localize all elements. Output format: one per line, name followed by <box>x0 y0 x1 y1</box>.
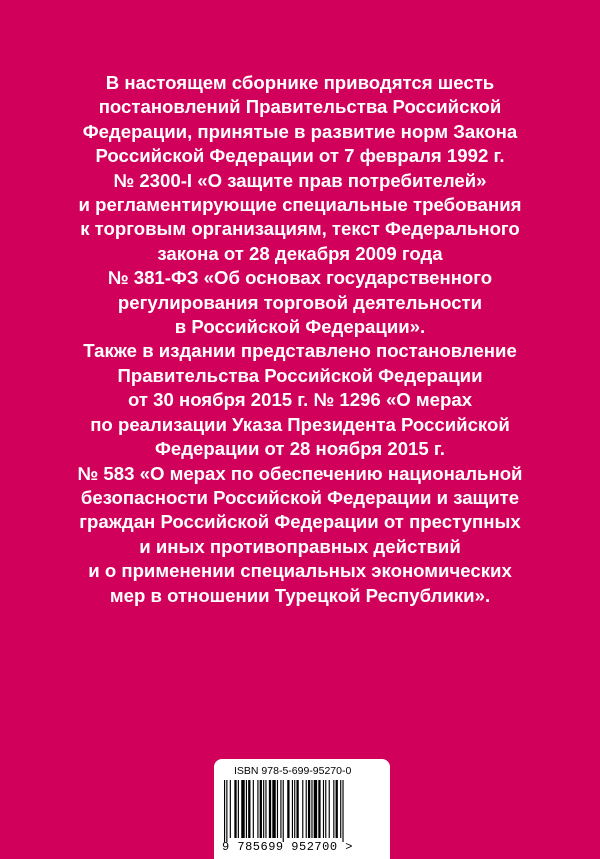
blurb-line: Правительства Российской Федерации <box>117 364 483 386</box>
barcode-bar <box>263 780 264 838</box>
barcode-bar <box>265 780 266 838</box>
blurb-line: постановлений Правительства Российской <box>98 96 502 118</box>
barcode-bar <box>253 780 254 838</box>
barcode-bar <box>248 780 250 838</box>
blurb-line: В настоящем сборнике приводятся шесть <box>105 72 495 93</box>
blurb-line: граждан Российской Федерации от преступных <box>79 511 521 533</box>
barcode-bar <box>292 780 293 838</box>
barcode-bar <box>314 780 317 838</box>
blurb-line: и иных противоправных действий <box>139 535 461 557</box>
blurb-line: и регламентирующие специальные требования <box>78 194 522 216</box>
barcode-bar <box>336 780 338 838</box>
blurb-line: закона от 28 декабря 2009 года <box>157 242 443 264</box>
blurb-line: Федерации, принятые в развитие норм Закона <box>82 120 518 142</box>
barcode-bar <box>302 780 303 838</box>
barcode-bar <box>230 780 231 838</box>
barcode-bar <box>308 780 310 838</box>
barcode-bar <box>325 780 326 838</box>
barcode-bar <box>269 780 271 838</box>
blurb-line: Также в издании представлено постановление <box>83 340 517 362</box>
blurb-line: регулирования торговой деятельности <box>117 291 483 313</box>
barcode-bar <box>287 780 289 838</box>
blurb-line: по реализации Указа Президента Российской <box>90 413 510 435</box>
barcode-bar <box>257 780 258 838</box>
blurb-line: № 583 «О мерах по обеспечению национальной <box>77 462 523 484</box>
barcode-bar <box>224 780 225 842</box>
blurb-line: безопасности Российской Федерации и защите <box>80 486 520 508</box>
barcode-bar <box>329 780 330 838</box>
blurb-line: к торговым организациям, текст Федерального <box>80 218 520 240</box>
barcode-panel <box>214 759 390 859</box>
barcode-bar <box>238 780 239 838</box>
barcode-bar <box>246 780 247 838</box>
barcode-bars <box>222 780 382 842</box>
cover-blurb <box>40 71 560 608</box>
barcode-bar <box>311 780 312 838</box>
barcode-bar <box>333 780 334 838</box>
barcode-digits: 9 785699 952700 > <box>222 840 353 854</box>
blurb-line: и о применении специальных экономических <box>88 560 512 582</box>
barcode-bar <box>280 780 281 838</box>
barcode-bar <box>318 780 320 838</box>
blurb-line: № 381-ФЗ «Об основах государственного <box>107 267 493 289</box>
barcode-bar <box>340 780 341 838</box>
blurb-line: мер в отношении Турецкой Республики». <box>109 584 491 606</box>
blurb-line: от 30 ноября 2015 г. № 1296 «О мерах <box>127 389 473 411</box>
barcode-bar <box>272 780 275 838</box>
barcode-bar <box>277 780 278 838</box>
blurb-line: № 2300-I «О защите прав потребителей» <box>113 169 487 191</box>
blurb-line: в Российской Федерации». <box>174 316 426 338</box>
barcode-bar <box>323 780 324 838</box>
barcode-bar <box>226 780 227 842</box>
barcode-bar <box>234 780 236 838</box>
barcode-bar <box>260 780 262 838</box>
barcode-bar <box>294 780 295 838</box>
blurb-line: Российской Федерации от 7 февраля 1992 г. <box>95 145 505 167</box>
barcode-bar <box>296 780 298 838</box>
barcode-bar <box>283 780 284 842</box>
blurb-line: Федерации от 28 ноября 2015 г. <box>155 438 445 460</box>
barcode-bar <box>241 780 244 838</box>
barcode-bar <box>342 780 343 842</box>
isbn-label: ISBN 978-5-699-95270-0 <box>234 765 352 777</box>
barcode-bar <box>306 780 307 838</box>
